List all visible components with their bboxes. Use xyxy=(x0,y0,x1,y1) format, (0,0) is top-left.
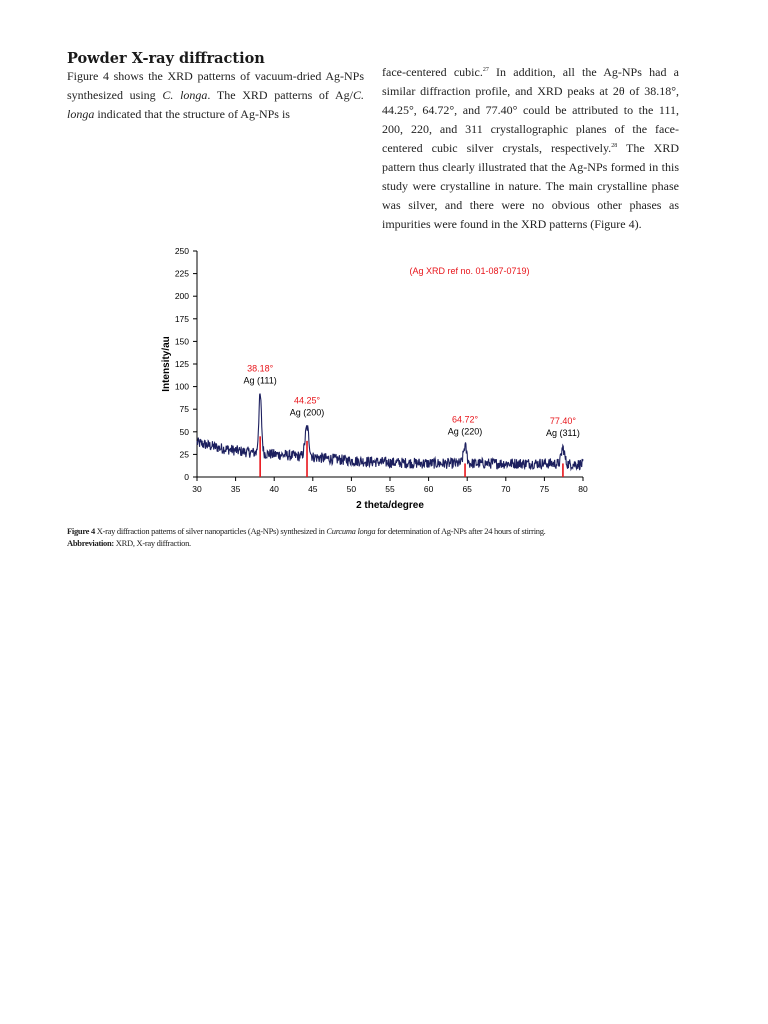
citation-27: 27 xyxy=(482,67,489,73)
right-text-2: In addition, all the Ag-NPs had a similar diffraction profile, and XRD peaks at 2θ of 38.18°, 44.25°, 64.72°, and 77.40° could be attributed to the 111, 200, 220, and 311 crystallographic planes of the face-centered cubic silver crystals, respectively. xyxy=(382,65,679,155)
y-tick-label: 25 xyxy=(179,449,189,460)
right-text-3: The XRD pattern thus clearly illustrated that the Ag-NPs formed in this study were crystalline in nature. The main crystalline phase was silver, and there were no obvious other phases as impurities were found in the XRD patterns (Figure 4). xyxy=(382,141,679,231)
abbreviation-label: Abbreviation: xyxy=(67,538,114,548)
y-tick-label: 0 xyxy=(184,472,189,482)
peak-plane-label: Ag (220) xyxy=(447,426,483,437)
left-text-species-1: C. longa xyxy=(162,88,208,102)
left-text-2: . The XRD patterns of Ag/ xyxy=(207,88,353,102)
peak-plane-label: Ag (111) xyxy=(243,375,277,386)
caption-species: Curcuma longa xyxy=(326,526,376,536)
xrd-chart xyxy=(150,243,600,523)
y-tick-label: 225 xyxy=(174,268,189,279)
y-tick-label: 175 xyxy=(174,313,189,324)
right-column-text xyxy=(382,63,679,234)
x-tick-label: 30 xyxy=(192,484,202,494)
x-tick-label: 60 xyxy=(423,484,434,494)
figure-caption xyxy=(67,525,687,549)
peak-plane-label: Ag (311) xyxy=(545,428,580,439)
x-axis-label: 2 theta/degree xyxy=(356,500,424,511)
citation-28: 28 xyxy=(611,143,618,149)
left-text-species-2: C. longa xyxy=(67,88,364,121)
left-column-text xyxy=(67,67,364,124)
x-tick-label: 55 xyxy=(385,484,395,494)
x-tick-label: 50 xyxy=(346,484,357,494)
abbreviation-text: XRD, X-ray diffraction. xyxy=(113,538,191,548)
peak-angle-label: 77.40° xyxy=(549,416,576,427)
x-tick-label: 35 xyxy=(230,484,241,494)
y-tick-label: 200 xyxy=(174,291,189,302)
y-tick-label: 50 xyxy=(179,426,189,437)
y-tick-label: 75 xyxy=(179,404,189,415)
x-tick-label: 75 xyxy=(539,484,550,494)
right-text-1: face-centered cubic. xyxy=(382,65,483,79)
x-tick-label: 70 xyxy=(501,484,511,494)
reference-note: (Ag XRD ref no. 01-087-0719) xyxy=(409,265,530,276)
x-tick-label: 65 xyxy=(462,484,472,494)
x-tick-label: 45 xyxy=(308,484,318,494)
y-axis-label: Intensity/au xyxy=(161,336,172,392)
y-tick-label: 250 xyxy=(174,246,189,256)
y-tick-label: 125 xyxy=(174,359,189,369)
peak-angle-label: 38.18° xyxy=(247,363,274,374)
xrd-pattern-line xyxy=(197,394,583,470)
peak-angle-label: 64.72° xyxy=(451,414,479,425)
left-text-1: Figure 4 shows the XRD patterns of vacuum-dried Ag-NPs synthesized using xyxy=(67,69,364,102)
peak-angle-label: 44.25° xyxy=(293,395,321,406)
caption-label: Figure 4 xyxy=(67,526,95,536)
left-text-3: indicated that the structure of Ag-NPs is xyxy=(94,107,290,121)
x-tick-label: 80 xyxy=(578,484,588,494)
section-heading: Powder X-ray diffraction xyxy=(67,50,265,67)
peak-plane-label: Ag (200) xyxy=(289,407,325,418)
xrd-figure xyxy=(150,243,600,523)
caption-text-1: X-ray diffraction patterns of silver nanoparticles (Ag-NPs) synthesized in xyxy=(94,526,327,536)
y-tick-label: 150 xyxy=(174,336,189,347)
caption-text-2: for determination of Ag-NPs after 24 hours of stirring. xyxy=(375,526,546,536)
y-tick-label: 100 xyxy=(174,381,189,392)
x-tick-label: 40 xyxy=(269,484,279,494)
